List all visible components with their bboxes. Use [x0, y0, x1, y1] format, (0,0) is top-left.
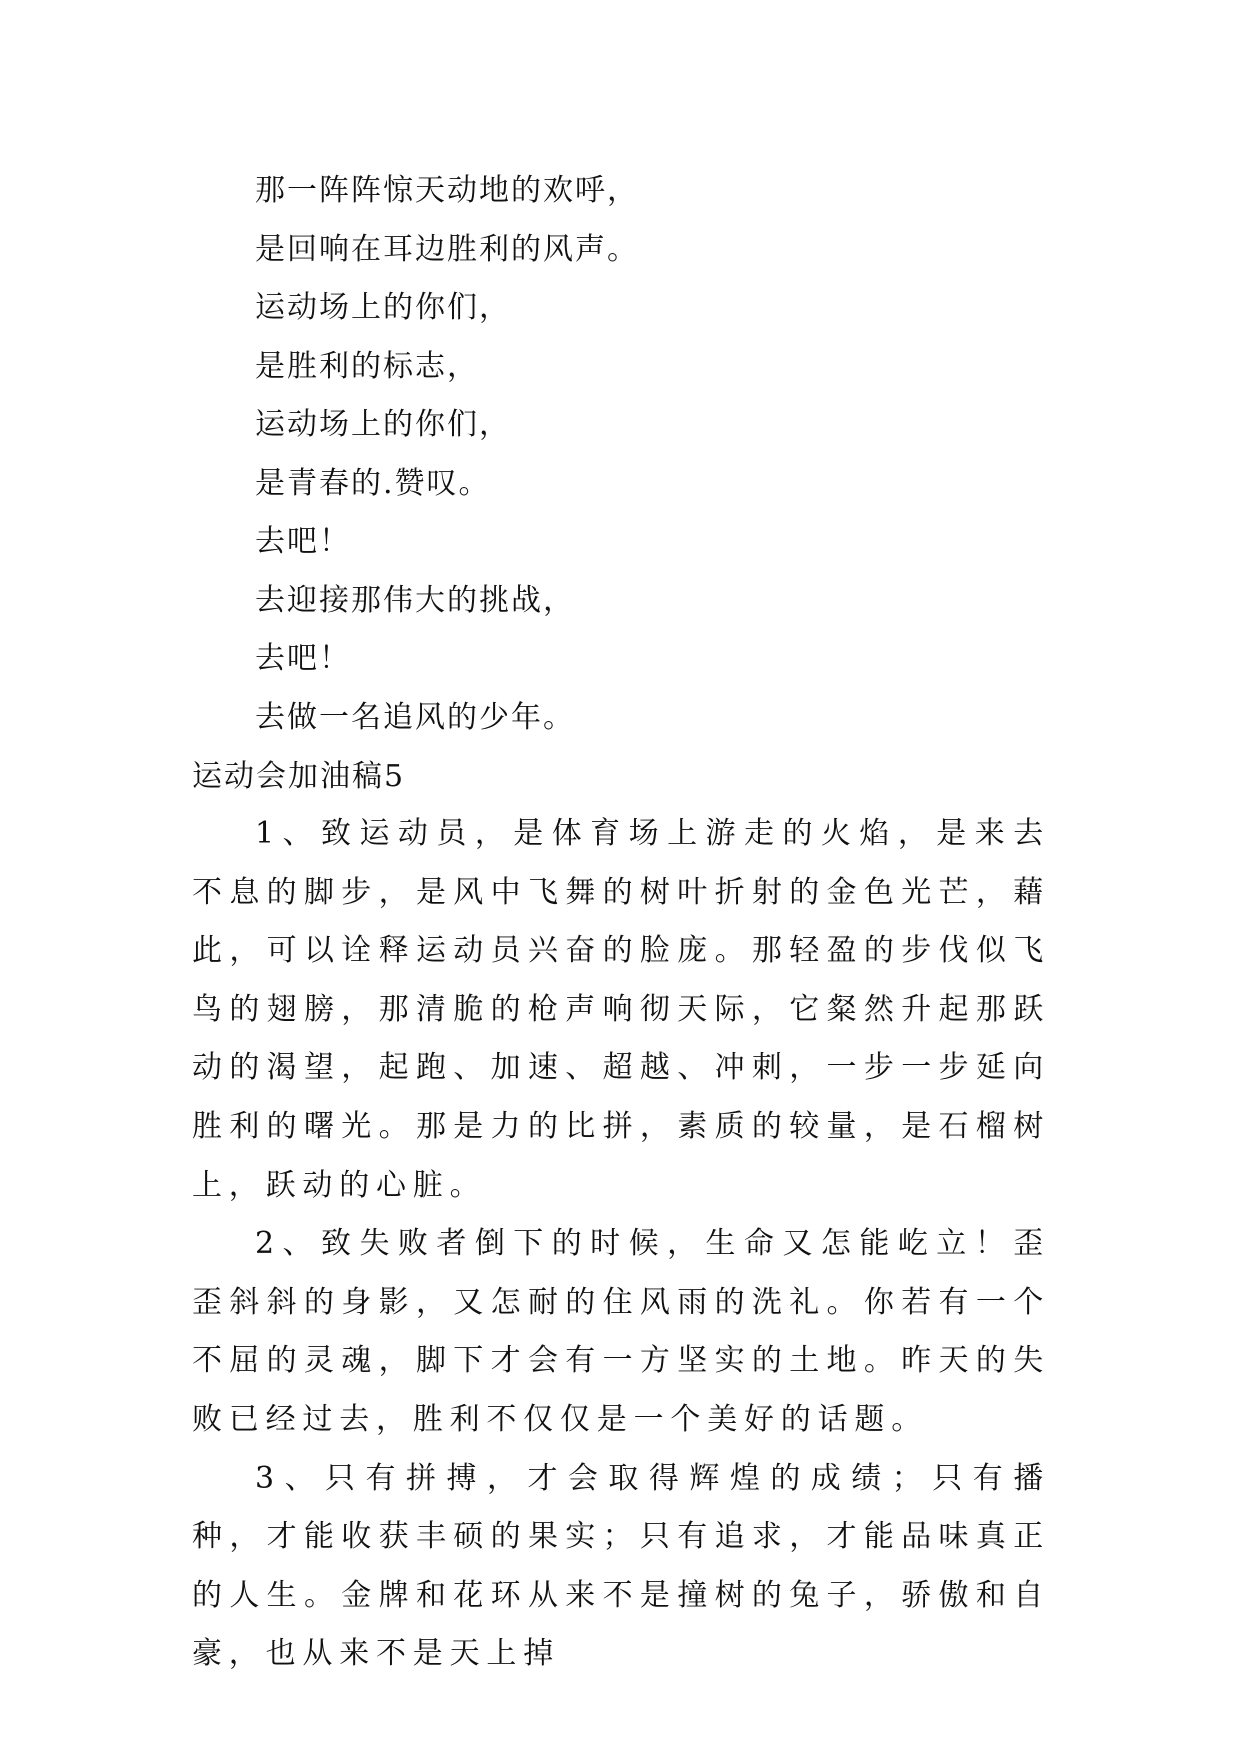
paragraph: 2、致失败者倒下的时候，生命又怎能屹立！歪歪斜斜的身影，又怎耐的住风雨的洗礼。你若有一个不屈的灵魂，脚下才会有一方坚实的土地。昨天的失败已经过去，胜利不仅仅是一个美好的话题。 [192, 1226, 1050, 1437]
verse-line: 去吧！ [255, 524, 351, 559]
paragraph: 3、只有拼搏，才会取得辉煌的成绩；只有播种，才能收获丰硕的果实；只有追求，才能品味真正的人生。金牌和花环从来不是撞树的兔子，骄傲和自豪，也从来不是天上掉 [192, 1460, 1050, 1672]
verse-line: 是胜利的标志， [255, 348, 479, 384]
verse-line: 去迎接那伟大的挑战， [255, 582, 575, 618]
verse-line: 去做一名追风的少年。 [255, 699, 575, 735]
verse-line: 运动场上的你们， [255, 407, 511, 442]
verse-line: 运动场上的你们， [255, 290, 511, 325]
verse-line: 是青春的.赞叹。 [255, 465, 491, 501]
verse-line: 去吧！ [255, 641, 351, 676]
verse-line: 那一阵阵惊天动地的欢呼， [255, 173, 639, 208]
section-body [192, 805, 1050, 1684]
verse-line: 是回响在耳边胜利的风声。 [255, 231, 639, 267]
section-title: 运动会加油稿5 [192, 759, 406, 794]
paragraph: 1、致运动员，是体育场上游走的火焰，是来去不息的脚步，是风中飞舞的树叶折射的金色光芒，藉此，可以诠释运动员兴奋的脸庞。那轻盈的步伐似飞鸟的翅膀，那清脆的枪声响彻天际，它粲然升起那跃动的渴望，起跑、加速、超越、冲刺，一步一步延向胜利的曙光。那是力的比拼，素质的较量，是石榴树上，跃动的心脏。 [192, 816, 1050, 1203]
verse-block [255, 162, 1055, 747]
